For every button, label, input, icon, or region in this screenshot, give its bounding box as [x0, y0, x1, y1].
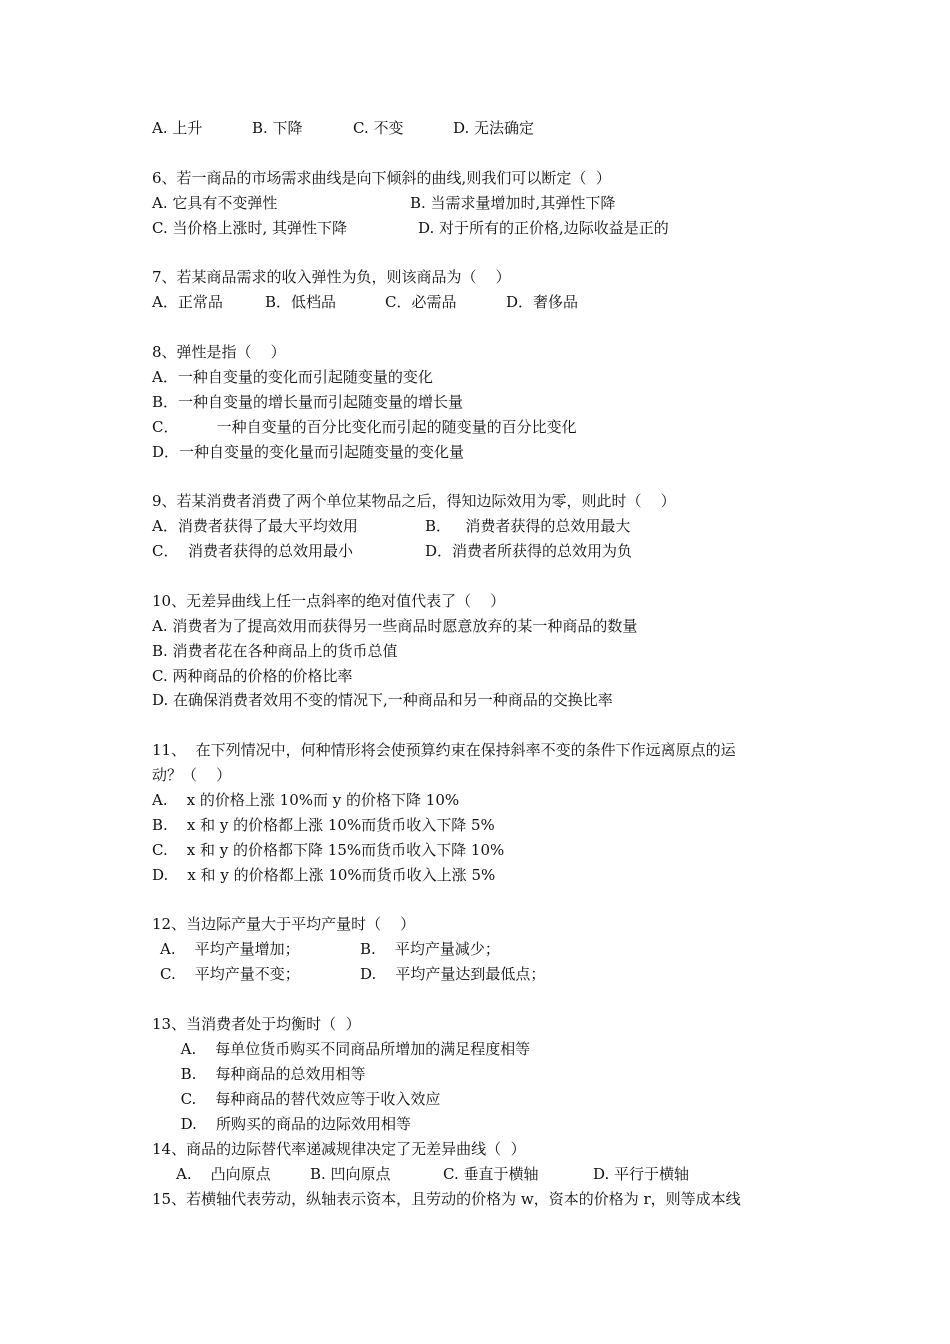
q13-stem: 13、当消费者处于均衡时（ ）	[152, 1015, 361, 1033]
q10-option-c: C. 两种商品的价格的价格比率	[152, 667, 353, 685]
q12-stem: 12、当边际产量大于平均产量时（ ）	[152, 915, 416, 933]
q9-stem: 9、若某消费者消费了两个单位某物品之后，得知边际效用为零，则此时（ ）	[152, 492, 676, 510]
q10-option-d: D. 在确保消费者效用不变的情况下,一种商品和另一种商品的交换比率	[152, 691, 613, 709]
q7-option-d: D．奢侈品	[506, 293, 579, 311]
q10-option-a: A. 消费者为了提高效用而获得另一些商品时愿意放弃的某一种商品的数量	[152, 617, 638, 635]
q9-option-b: B． 消费者获得的总效用最大	[425, 517, 631, 535]
q11-option-a: A. x 的价格上涨 10%而 y 的价格下降 10%	[152, 791, 460, 809]
q13-option-a: A. 每单位货币购买不同商品所增加的满足程度相等	[152, 1040, 531, 1058]
q14-option-d: D. 平行于横轴	[593, 1165, 690, 1183]
q11-option-c: C. x 和 y 的价格都下降 15%而货币收入下降 10%	[152, 841, 505, 859]
q6-option-d: D. 对于所有的正价格,边际收益是正的	[418, 219, 669, 237]
q8-option-c: C． 一种自变量的百分比变化而引起的随变量的百分比变化	[152, 418, 577, 436]
q7-option-c: C．必需品	[385, 293, 457, 311]
q8-option-a: A．一种自变量的变化而引起随变量的变化	[152, 368, 433, 386]
q10-option-b: B. 消费者花在各种商品上的货币总值	[152, 642, 398, 660]
q12-option-d: D. 平均产量达到最低点；	[360, 965, 546, 983]
q5-option-a: A. 上升	[152, 119, 203, 137]
q12-option-c: C. 平均产量不变；	[160, 965, 300, 983]
q7-option-b: B．低档品	[265, 293, 337, 311]
q10-stem: 10、无差异曲线上任一点斜率的绝对值代表了（ ）	[152, 592, 506, 610]
q8-option-d: D．一种自变量的变化量而引起随变量的变化量	[152, 443, 465, 461]
q6-option-a: A. 它具有不变弹性	[152, 194, 278, 212]
q6-stem: 6、若一商品的市场需求曲线是向下倾斜的曲线,则我们可以断定（ ）	[152, 169, 611, 187]
q9-option-d: D．消费者所获得的总效用为负	[425, 542, 633, 560]
q14-option-b: B. 凹向原点	[310, 1165, 391, 1183]
q11-option-d: D. x 和 y 的价格都上涨 10%而货币收入上涨 5%	[152, 866, 496, 884]
q13-option-b: B. 每种商品的总效用相等	[152, 1065, 366, 1083]
q14-stem: 14、商品的边际替代率递减规律决定了无差异曲线（ ）	[152, 1140, 526, 1158]
q13-option-d: D. 所购买的商品的边际效用相等	[152, 1115, 411, 1133]
q11-stem: 11、 在下列情况中，何种情形将会使预算约束在保持斜率不变的条件下作远离原点的运	[152, 741, 736, 759]
q12-option-b: B. 平均产量减少；	[360, 940, 500, 958]
q9-option-a: A．消费者获得了最大平均效用	[152, 517, 358, 535]
q6-option-c: C. 当价格上涨时, 其弹性下降	[152, 219, 348, 237]
q7-option-a: A．正常品	[152, 293, 223, 311]
q11-stem-cont: 动？（ ）	[152, 766, 232, 784]
q11-option-b: B. x 和 y 的价格都上涨 10%而货币收入下降 5%	[152, 816, 495, 834]
q7-stem: 7、若某商品需求的收入弹性为负，则该商品为（ ）	[152, 268, 511, 286]
q8-option-b: B．一种自变量的增长量而引起随变量的增长量	[152, 393, 464, 411]
q9-option-c: C． 消费者获得的总效用最小	[152, 542, 354, 560]
q15-stem: 15、若横轴代表劳动，纵轴表示资本，且劳动的价格为 w，资本的价格为 r，则等成本线	[152, 1190, 741, 1208]
q5-option-c: C. 不变	[353, 119, 404, 137]
q14-option-a: A. 凸向原点	[176, 1165, 271, 1183]
q6-option-b: B. 当需求量增加时,其弹性下降	[410, 194, 616, 212]
q5-option-d: D. 无法确定	[453, 119, 535, 137]
q13-option-c: C. 每种商品的替代效应等于收入效应	[152, 1090, 441, 1108]
q12-option-a: A. 平均产量增加；	[160, 940, 300, 958]
q14-option-c: C. 垂直于横轴	[443, 1165, 539, 1183]
q5-option-b: B. 下降	[252, 119, 303, 137]
q8-stem: 8、弹性是指（ ）	[152, 343, 286, 361]
